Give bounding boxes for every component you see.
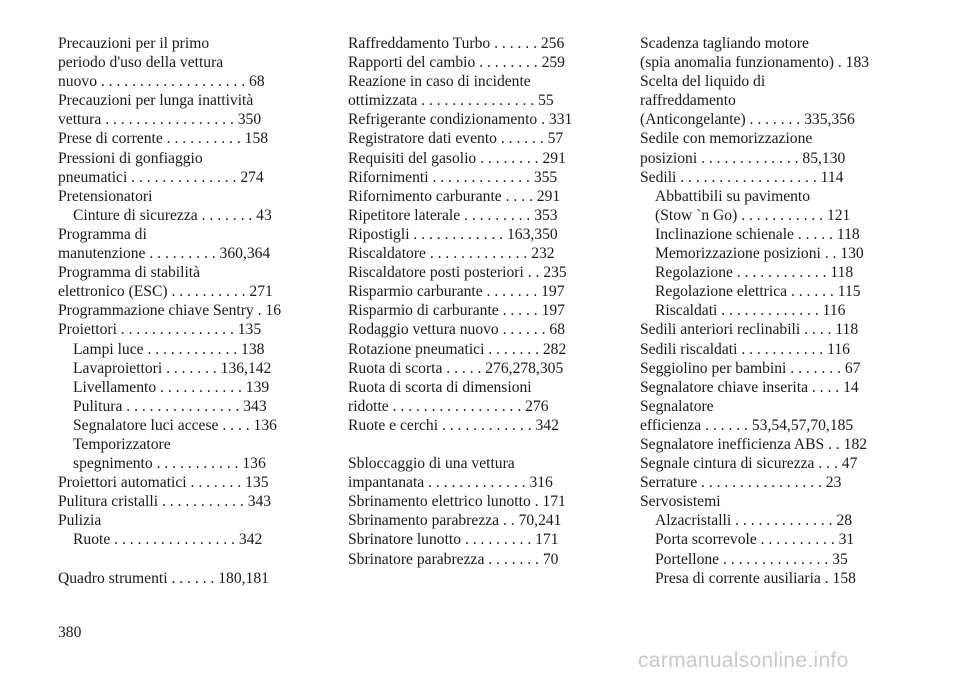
index-entry: Sedili riscaldati . . . . . . . . . . . 116 <box>640 340 850 358</box>
index-entry: Risparmio carburante . . . . . . . 197 <box>348 283 565 301</box>
index-entry: Serrature . . . . . . . . . . . . . . . . 23 <box>640 474 842 492</box>
index-entry: Rifornimento carburante . . . . 291 <box>348 187 561 205</box>
page-number: 380 <box>58 624 82 641</box>
index-entry: (spia anomalia funzionamento) . 183 <box>640 54 870 72</box>
index-entry: Programmazione chiave Sentry . 16 <box>58 302 282 320</box>
index-subentry: Alzacristalli . . . . . . . . . . . . . 28 <box>655 512 853 530</box>
index-entry: Rapporti del cambio . . . . . . . . 259 <box>348 54 565 72</box>
index-subentry: Porta scorrevole . . . . . . . . . . 31 <box>655 531 855 549</box>
index-subentry: Lavaproiettori . . . . . . . 136,142 <box>73 359 272 377</box>
index-entry: Ruota di scorta . . . . . 276,278,305 <box>348 359 564 377</box>
index-entry: Pretensionatori <box>58 187 153 205</box>
index-subentry: Abbattibili su pavimento <box>655 187 811 205</box>
index-column-2 <box>348 34 606 569</box>
index-entry: Precauzioni per lunga inattività <box>58 92 254 110</box>
index-entry: periodo d'uso della vettura <box>58 54 224 72</box>
index-entry: Raffreddamento Turbo . . . . . . 256 <box>348 35 565 52</box>
index-entry: Segnalatore chiave inserita . . . . 14 <box>640 378 859 396</box>
index-entry: Sbloccaggio di una vettura <box>348 455 515 473</box>
index-entry: Sedili . . . . . . . . . . . . . . . . . . 114 <box>640 168 844 186</box>
index-entry: Prese di corrente . . . . . . . . . . 158 <box>58 130 269 148</box>
index-subentry: Pulitura . . . . . . . . . . . . . . . 343 <box>73 397 267 415</box>
index-entry: Scelta del liquido di <box>640 73 766 91</box>
index-entry: Pulizia <box>58 512 102 530</box>
index-entry: posizioni . . . . . . . . . . . . . 85,130 <box>640 149 846 167</box>
index-subentry: (Stow `n Go) . . . . . . . . . . . 121 <box>655 206 851 224</box>
index-entry: raffreddamento <box>640 92 736 110</box>
index-subentry: Inclinazione schienale . . . . . 118 <box>655 225 860 243</box>
entry-gap <box>348 435 606 454</box>
index-entry: manutenzione . . . . . . . . . 360,364 <box>58 245 271 263</box>
index-entry: Rodaggio vettura nuovo . . . . . . 68 <box>348 321 565 339</box>
index-entry: Risparmio di carburante . . . . . 197 <box>348 302 565 320</box>
index-entry: Proiettori automatici . . . . . . . 135 <box>58 474 269 492</box>
index-entry: ridotte . . . . . . . . . . . . . . . . . 276 <box>348 397 549 415</box>
index-entry: Segnale cintura di sicurezza . . . 47 <box>640 455 858 473</box>
index-entry: Servosistemi <box>640 493 721 511</box>
watermark: carmanualsonline.info <box>638 649 849 672</box>
index-entry: Ruote e cerchi . . . . . . . . . . . . 342 <box>348 416 559 434</box>
index-subentry: Portellone . . . . . . . . . . . . . . 35 <box>655 550 848 568</box>
index-entry: Riscaldatore posti posteriori . . 235 <box>348 264 567 282</box>
index-entry: ottimizzata . . . . . . . . . . . . . . . 55 <box>348 92 554 110</box>
index-entry: Sbrinatore lunotto . . . . . . . . . 171 <box>348 531 559 549</box>
index-entry: (Anticongelante) . . . . . . . 335,356 <box>640 111 855 129</box>
index-entry: Pressioni di gonfiaggio <box>58 149 203 167</box>
index-subentry: Temporizzatore <box>73 435 171 453</box>
index-entry: Rotazione pneumatici . . . . . . . 282 <box>348 340 567 358</box>
index-subentry: Livellamento . . . . . . . . . . . 139 <box>73 378 270 396</box>
index-entry: Proiettori . . . . . . . . . . . . . . . 135 <box>58 321 262 339</box>
index-entry: Segnalatore <box>640 397 714 415</box>
index-entry: Segnalatore inefficienza ABS . . 182 <box>640 435 868 453</box>
index-entry: Sbrinamento parabrezza . . 70,241 <box>348 512 562 530</box>
index-entry: Ripostigli . . . . . . . . . . . . 163,350 <box>348 225 558 243</box>
index-subentry: Presa di corrente ausiliaria . 158 <box>655 569 856 587</box>
index-entry: Ripetitore laterale . . . . . . . . . 353 <box>348 206 558 224</box>
index-entry: Sbrinatore parabrezza . . . . . . . 70 <box>348 550 559 568</box>
index-subentry: Segnalatore luci accese . . . . 136 <box>73 416 277 434</box>
index-subentry: Memorizzazione posizioni . . 130 <box>655 245 864 263</box>
entry-gap <box>58 550 315 569</box>
index-entry: Refrigerante condizionamento . 331 <box>348 111 573 129</box>
index-subentry: Riscaldati . . . . . . . . . . . . . 116 <box>655 302 846 320</box>
index-entry: Registratore dati evento . . . . . . 57 <box>348 130 564 148</box>
index-entry: Riscaldatore . . . . . . . . . . . . . 232 <box>348 245 555 263</box>
index-entry: impantanata . . . . . . . . . . . . . 316 <box>348 474 553 492</box>
index-entry: elettronico (ESC) . . . . . . . . . . 271 <box>58 283 273 301</box>
index-subentry: spegnimento . . . . . . . . . . . 136 <box>73 455 266 473</box>
index-entry: Reazione in caso di incidente <box>348 73 531 91</box>
index-entry: Programma di stabilità <box>58 264 201 282</box>
index-subentry: Regolazione elettrica . . . . . . 115 <box>655 283 861 301</box>
index-entry: vettura . . . . . . . . . . . . . . . . . 350 <box>58 111 262 129</box>
index-entry: Precauzioni per il primo <box>58 35 210 52</box>
index-entry: Quadro strumenti . . . . . . 180,181 <box>58 569 269 587</box>
index-column-1 <box>58 34 315 588</box>
index-entry: Sedile con memorizzazione <box>640 130 813 148</box>
index-entry: Rifornimenti . . . . . . . . . . . . . 355 <box>348 168 558 186</box>
index-entry: efficienza . . . . . . 53,54,57,70,185 <box>640 416 854 434</box>
index-entry: Sedili anteriori reclinabili . . . . 118 <box>640 321 859 339</box>
index-entry: nuovo . . . . . . . . . . . . . . . . . . . 68 <box>58 73 265 91</box>
index-entry: Ruota di scorta di dimensioni <box>348 378 532 396</box>
index-entry: Scadenza tagliando motore <box>640 35 809 52</box>
index-column-3 <box>640 34 905 588</box>
index-entry: Seggiolino per bambini . . . . . . . 67 <box>640 359 861 377</box>
index-subentry: Cinture di sicurezza . . . . . . . 43 <box>73 206 272 224</box>
index-entry: Programma di <box>58 225 147 243</box>
index-entry: Pulitura cristalli . . . . . . . . . . . 343 <box>58 493 272 511</box>
index-subentry: Regolazione . . . . . . . . . . . . 118 <box>655 264 854 282</box>
index-subentry: Lampi luce . . . . . . . . . . . . 138 <box>73 340 265 358</box>
index-entry: Requisiti del gasolio . . . . . . . . 291 <box>348 149 566 167</box>
index-entry: Sbrinamento elettrico lunotto . 171 <box>348 493 566 511</box>
index-subentry: Ruote . . . . . . . . . . . . . . . . 342 <box>73 531 263 549</box>
index-entry: pneumatici . . . . . . . . . . . . . . 274 <box>58 168 264 186</box>
